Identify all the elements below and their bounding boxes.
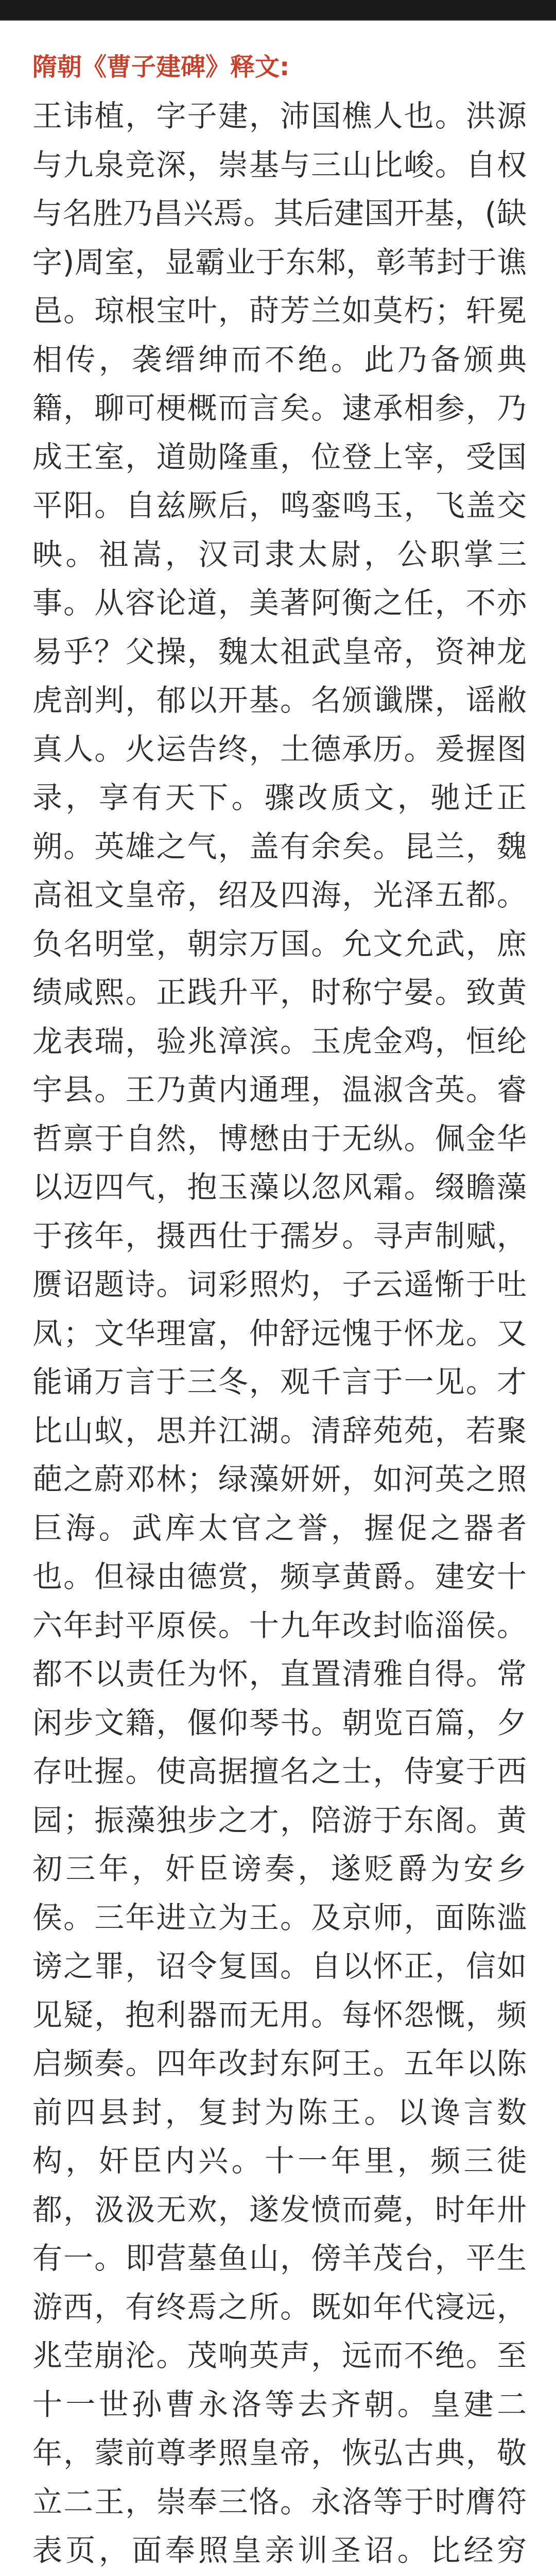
section-title: 隋朝《曹子建碑》释文: [32,53,290,81]
top-strip-divider [0,20,556,21]
article [32,46,527,2576]
top-image-strip [0,0,556,21]
inscription-body: 王讳植，字子建，沛国樵人也。洪源与九泉竞深，崇基与三山比峻。自权与名胜乃昌兴焉。其后建国开基，(缺字)周室，显霸业于东邾，彰苇封于谯邑。琼根宝叶，莳芳兰如莫朽；轩冕相传，袭缙绅而不绝。此乃备颁典籍，聊可梗概而言矣。逮承相参，乃成王室，道勋隆重，位登上宰，受国平阳。自兹厥后，鸣銮鸣玉，飞盖交映。祖嵩，汉司隶太尉，公职掌三事。从容论道，美著阿衡之任，不亦易乎？父操，魏太祖武皇帝，资神龙虎剖判，郁以开基。名颁谶牒，谣敝真人。火运告终，土德承历。爰握图录，享有天下。骤改质文，驰迁正朔。英雄之气，盖有余矣。昆兰，魏高祖文皇帝，绍及四海，光泽五都。负名明堂，朝宗万国。允文允武，庶绩咸熙。正践升平，时称宁晏。致黄龙表瑞，验兆漳滨。玉虎金鸡，恒纶宇县。王乃黄内通理，温淑含英。睿哲禀于自然，博懋由于无纵。佩金华以迈四气，抱玉藻以忽风霜。缀瞻藻于孩年，摄西仕于孺岁。寻声制赋，赝诏题诗。词彩照灼，子云遥惭于吐凤；文华理富，仲舒远愧于怀龙。又能诵万言于三冬，观千言于一见。才比山蚁，思并江湖。清辞苑苑，若聚葩之蔚邓林；绿藻妍妍，如河英之照巨海。武库太官之誉，握促之器者也。但禄由德赏，频享黄爵。建安十六年封平原侯。十九年改封临淄侯。都不以责任为怀，直置清雅自得。常闲步文籍，偃仰琴书。朝览百篇，夕存吐握。使高据擅名之士，侍宴于西园；振藻独步之才，陪游于东阁。黄初三年，奸臣谤奏，遂贬爵为安乡侯。三年进立为王。及京师，面陈滥谤之罪，诏令复国。自以怀正，信如见疑，抱利器而无用。每怀怨慨，频启频奏。四年改封东阿王。五年以陈前四县封，复封为陈王。以谗言数构，奸臣内兴。十一年里，频三徙都，汲汲无欢，遂发愤而薨，时年卅有一。即营墓鱼山，傍羊茂台，平生游西，有终焉之所。既如年代寖远，兆茔崩沦。茂响英声，远而不绝。至十一世孙曹永洛等去齐朝。皇建二年，蒙前尊孝照皇帝，恢弘古典，敬立二王，崇奉三恪。永洛等于时膺符表页，面奉照皇亲训圣诏。比经穷 [32,98,527,2568]
